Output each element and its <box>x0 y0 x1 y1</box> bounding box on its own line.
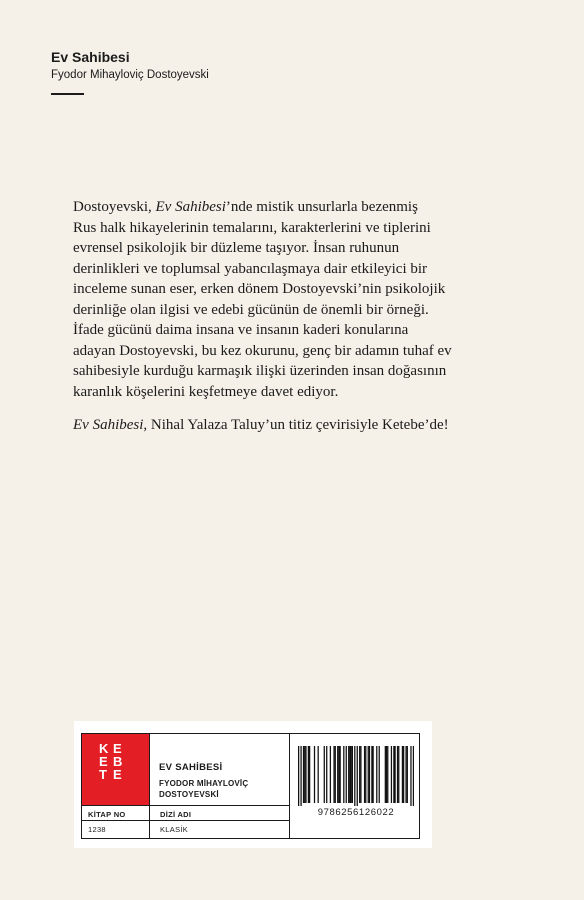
barcode-bar <box>300 746 301 806</box>
barcode-bar <box>365 746 366 803</box>
barcode-bar <box>386 746 387 803</box>
barcode-bar <box>393 746 394 803</box>
barcode-bar <box>324 746 325 803</box>
barcode <box>289 733 420 839</box>
barcode-bar <box>364 746 365 803</box>
dizi-adi-label: DİZİ ADI <box>160 810 192 819</box>
blurb-line: sahibesiyle kurduğu karmaşık ilişki üzerinden insan doğasının <box>73 363 447 379</box>
barcode-bar <box>340 746 341 803</box>
barcode-bar <box>298 746 299 806</box>
barcode-bar <box>304 746 305 803</box>
barcode-bar <box>413 746 414 806</box>
ketebe-logo: K E T E B E <box>82 734 150 805</box>
barcode-bar <box>335 746 336 803</box>
barcode-bar <box>348 746 349 803</box>
barcode-bar <box>359 746 360 803</box>
cover-header <box>51 48 209 95</box>
barcode-bar <box>403 746 404 803</box>
barcode-bar <box>351 746 352 803</box>
barcode-bar <box>385 746 386 803</box>
barcode-bar <box>376 746 377 803</box>
blurb-line: adayan Dostoyevski, bu kez okurunu, genç bir adamın tuhaf ev <box>73 342 452 359</box>
book-label <box>81 733 290 839</box>
isbn-number: 9786256126022 <box>317 807 395 818</box>
label-book-author: FYODOR MİHAYLOVİÇ DOSTOYEVSKİ <box>159 779 249 799</box>
barcode-bar <box>405 746 406 803</box>
barcode-bar <box>349 746 350 803</box>
barcode-bar <box>326 746 327 803</box>
barcode-bar <box>402 746 403 803</box>
kitap-no-value: 1238 <box>88 825 106 834</box>
barcode-bar <box>357 746 358 806</box>
blurb-paragraph-1 <box>73 197 513 402</box>
barcode-bars <box>298 746 414 806</box>
barcode-bar <box>308 746 309 803</box>
blurb <box>73 197 513 436</box>
blurb-line: İfade gücünü daima insana ve insanın kaderi konularına <box>73 322 409 338</box>
blurb-paragraph-2: Ev Sahibesi, Nihal Yalaza Taluy’un titiz çevirisiyle Ketebe’de! <box>73 417 449 433</box>
barcode-bar <box>305 746 306 803</box>
barcode-bar <box>368 746 369 803</box>
blurb-line: derinliğe olan ilgisi ve edebi gücünün de önemli bir örneği. <box>73 301 429 318</box>
barcode-bar <box>338 746 339 803</box>
divider <box>82 805 289 806</box>
barcode-bar <box>346 746 347 803</box>
blurb-line: Dostoyevski, Ev Sahibesi’nde mistik unsurlarla bezenmiş <box>73 199 418 215</box>
barcode-bar <box>337 746 338 803</box>
kitap-no-label: KİTAP NO <box>88 810 126 819</box>
barcode-bar <box>318 746 319 803</box>
barcode-bar <box>397 746 398 803</box>
barcode-bar <box>333 746 334 803</box>
barcode-bar <box>330 746 331 803</box>
barcode-bar <box>303 746 304 803</box>
barcode-bar <box>352 746 353 803</box>
barcode-bar <box>360 746 361 803</box>
barcode-bar <box>372 746 373 803</box>
blurb-line: evrensel psikolojik bir düzleme taşıyor. İnsan ruhunun <box>73 240 400 256</box>
blurb-line: karanlık köşelerini keşfetmeye davet ediyor. <box>73 383 339 400</box>
blurb-line: inceleme sunan eser, erken dönem Dostoyevski’nin psikolojik <box>73 281 446 297</box>
dizi-adi-value: KLASİK <box>160 825 189 834</box>
barcode-bar <box>398 746 399 803</box>
blurb-line: Rus halk hikayelerinin temalarını, karakterlerini ve tiplerini <box>73 219 431 236</box>
barcode-bar <box>314 746 315 803</box>
book-author: Fyodor Mihayloviç Dostoyevski <box>51 69 209 81</box>
barcode-bar <box>387 746 388 803</box>
barcode-bar <box>407 746 408 803</box>
header-rule <box>51 93 84 95</box>
divider <box>149 734 150 838</box>
barcode-bar <box>394 746 395 803</box>
barcode-bar <box>379 746 380 803</box>
blurb-line: derinlikleri ve toplumsal yabancılaşmaya dair etkileyici bir <box>73 260 428 277</box>
barcode-bar <box>369 746 370 803</box>
barcode-bar <box>391 746 392 803</box>
book-title: Ev Sahibesi <box>51 49 130 65</box>
barcode-bar <box>371 746 372 803</box>
barcode-bar <box>354 746 355 806</box>
barcode-bar <box>309 746 310 803</box>
label-book-title: EV SAHİBESİ <box>159 762 223 773</box>
barcode-bar <box>343 746 344 803</box>
divider <box>82 820 289 821</box>
barcode-bar <box>410 746 411 806</box>
